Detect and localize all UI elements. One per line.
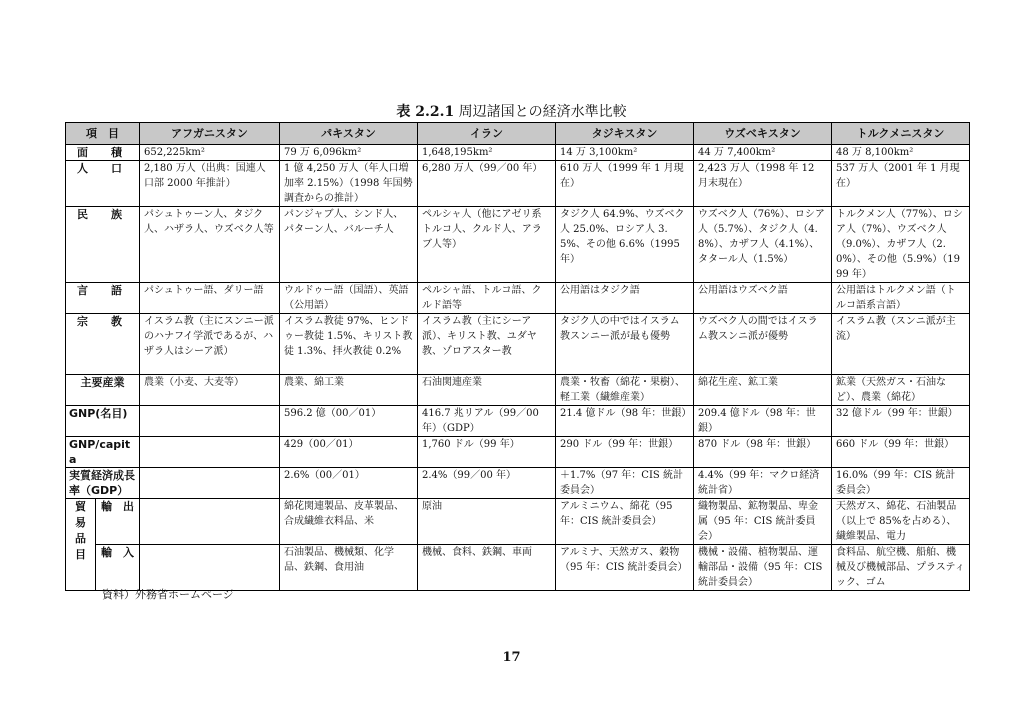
table-cell	[140, 545, 280, 591]
header-country: アフガニスタン	[140, 123, 280, 145]
table-cell: ウルドゥー語（国語）、英語（公用語）	[280, 283, 418, 314]
trade-label-char: 易	[75, 516, 86, 529]
table-cell: タジク人の中ではイスラム教スンニー派が最も優勢	[556, 314, 694, 375]
trade-label-char: 品	[75, 532, 86, 545]
page-number: 17	[502, 650, 521, 665]
trade-label-char: 貿	[75, 500, 86, 513]
header-country: イラン	[418, 123, 556, 145]
table-cell: 48 万 8,100km²	[832, 145, 970, 161]
row-label: 民 族	[66, 207, 140, 283]
table-cell: 天然ガス、綿花、石油製品（以上で 85%を占める）、繊維製品、電力	[832, 499, 970, 545]
header-item: 項 目	[66, 123, 140, 145]
table-cell: 1 億 4,250 万人（年人口増加率 2.15%）（1998 年国勢調査からの推計）	[280, 161, 418, 207]
row-growth-rate	[66, 468, 970, 499]
economic-comparison-table	[65, 122, 970, 591]
table-cell: 21.4 億ドル（98 年：世銀）	[556, 406, 694, 437]
row-label: 輸 入	[96, 545, 140, 591]
table-cell	[140, 406, 280, 437]
table-cell: 機械・設備、植物製品、運輸部品・設備（95 年：CIS 統計委員会）	[694, 545, 832, 591]
table-cell: 44 万 7,400km²	[694, 145, 832, 161]
table-cell: アルミナ、天然ガス、穀物（95 年：CIS 統計委員会）	[556, 545, 694, 591]
table-cell: トルクメン人（77%）、ロシア人（7%）、ウズベク人（9.0%）、カザフ人（2.0%）、その他（5.9%）（1999 年）	[832, 207, 970, 283]
table-cell: 6,280 万人（99／00 年）	[418, 161, 556, 207]
table-cell: 綿花関連製品、皮革製品、合成繊維衣料品、米	[280, 499, 418, 545]
trade-label-char: 目	[75, 548, 86, 561]
table-cell: 公用語はウズベク語	[694, 283, 832, 314]
table-cell: 機械、食料、鉄鋼、車両	[418, 545, 556, 591]
table-cell: 1,760 ドル（99 年）	[418, 437, 556, 468]
source-footnote: 資料）外務省ホームページ	[102, 588, 234, 601]
row-population	[66, 161, 970, 207]
row-label: 主要産業	[66, 375, 140, 406]
table-cell: 2,180 万人（出典：国連人口部 2000 年推計）	[140, 161, 280, 207]
table-cell: ウズベク人の間ではイスラム教スンニ派が優勢	[694, 314, 832, 375]
table-cell: 農業（小麦、大麦等）	[140, 375, 280, 406]
table-caption	[0, 101, 1023, 121]
table-cell: 537 万人（2001 年 1 月現在）	[832, 161, 970, 207]
row-label: 言 語	[66, 283, 140, 314]
table-cell: タジク人 64.9%、ウズベク人 25.0%、ロシア人 3.5%、その他 6.6%（1995 年）	[556, 207, 694, 283]
table-cell: 290 ドル（99 年：世銀）	[556, 437, 694, 468]
row-label: 人 口	[66, 161, 140, 207]
header-country: トルクメニスタン	[832, 123, 970, 145]
table-cell: イスラム教（主にスンニー派のハナフイ学派であるが、ハザラ人はシーア派）	[140, 314, 280, 375]
table-cell: パシュトゥーン人、タジク人、ハザラ人、ウズベク人等	[140, 207, 280, 283]
table-cell: ウズベク人（76%）、ロシア人（5.7%）、タジク人（4.8%）、カザフ人（4.1%）、タタール人（1.5%）	[694, 207, 832, 283]
table-cell: 石油製品、機械類、化学品、鉄鋼、食用油	[280, 545, 418, 591]
table-cell: 綿花生産、鉱工業	[694, 375, 832, 406]
table-cell	[140, 468, 280, 499]
table-cell: 石油関連産業	[418, 375, 556, 406]
table-cell: イスラム教（主にシーア派）、キリスト教、ユダヤ教、ゾロアスター教	[418, 314, 556, 375]
table-cell: 2.4%（99／00 年）	[418, 468, 556, 499]
row-gnp-nominal	[66, 406, 970, 437]
table-cell: パシュトゥー語、ダリー語	[140, 283, 280, 314]
table-cell: イスラム教徒 97%、ヒンドゥー教徒 1.5%、キリスト教徒 1.3%、拝火教徒 0.2%	[280, 314, 418, 375]
table-cell: 4.4%（99 年：マクロ経済統計省）	[694, 468, 832, 499]
table-cell: 652,225km²	[140, 145, 280, 161]
row-area	[66, 145, 970, 161]
row-label: 宗 教	[66, 314, 140, 375]
row-export	[66, 499, 970, 545]
row-language	[66, 283, 970, 314]
table-cell: ペルシャ語、トルコ語、クルド語等	[418, 283, 556, 314]
table-number: 表 2.2.1	[396, 104, 455, 120]
row-religion	[66, 314, 970, 375]
table-title: 周辺諸国との経済水準比較	[458, 104, 627, 120]
table-cell: 32 億ドル（99 年：世銀）	[832, 406, 970, 437]
header-country: タジキスタン	[556, 123, 694, 145]
row-label: 面 積	[66, 145, 140, 161]
row-label: 実質経済成長率（GDP）	[66, 468, 140, 499]
table-cell: 610 万人（1999 年 1 月現在）	[556, 161, 694, 207]
table-cell	[140, 437, 280, 468]
table-cell: 2,423 万人（1998 年 12 月末現在）	[694, 161, 832, 207]
row-label: GNP(名目)	[66, 406, 140, 437]
row-gnp-capita	[66, 437, 970, 468]
table-cell: 2.6%（00／01）	[280, 468, 418, 499]
table-cell: パンジャブ人、シンド人、パターン人、バルーチ人	[280, 207, 418, 283]
row-import	[66, 545, 970, 591]
header-country: ウズベキスタン	[694, 123, 832, 145]
table-cell: 1,648,195km²	[418, 145, 556, 161]
table-cell: 公用語はトルクメン語（トルコ語系言語）	[832, 283, 970, 314]
row-ethnicity	[66, 207, 970, 283]
table-cell	[140, 499, 280, 545]
table-cell: 429（00／01）	[280, 437, 418, 468]
table-cell: 596.2 億（00／01）	[280, 406, 418, 437]
table-cell: 79 万 6,096km²	[280, 145, 418, 161]
table-cell: 原油	[418, 499, 556, 545]
table-cell: 公用語はタジク語	[556, 283, 694, 314]
table-cell: 416.7 兆リアル（99／00 年）（GDP）	[418, 406, 556, 437]
row-label: 輸 出	[96, 499, 140, 545]
table-cell: ペルシャ人（他にアゼリ系トルコ人、クルド人、アラブ人等）	[418, 207, 556, 283]
table-cell: 鉱業（天然ガス・石油など）、農業（綿花）	[832, 375, 970, 406]
table-cell: 農業、綿工業	[280, 375, 418, 406]
table-cell: ＋1.7%（97 年：CIS 統計委員会）	[556, 468, 694, 499]
table-cell: 870 ドル（98 年：世銀）	[694, 437, 832, 468]
table-cell: 農業・牧畜（綿花・果樹）、軽工業（繊維産業）	[556, 375, 694, 406]
table-cell: イスラム教（スンニ派が主流）	[832, 314, 970, 375]
row-label: GNP/capita	[66, 437, 140, 468]
table-cell: 14 万 3,100km²	[556, 145, 694, 161]
header-country: パキスタン	[280, 123, 418, 145]
table-cell: 16.0%（99 年：CIS 統計委員会）	[832, 468, 970, 499]
table-cell: 660 ドル（99 年：世銀）	[832, 437, 970, 468]
table-cell: 織物製品、鉱物製品、卑金属（95 年：CIS 統計委員会）	[694, 499, 832, 545]
table-cell: 食料品、航空機、船舶、機械及び機械部品、プラスティック、ゴム	[832, 545, 970, 591]
header-row	[66, 123, 970, 145]
table-cell: 209.4 億ドル（98 年：世銀）	[694, 406, 832, 437]
trade-items-label	[66, 499, 96, 591]
table-cell: アルミニウム、綿花（95 年：CIS 統計委員会）	[556, 499, 694, 545]
row-industry	[66, 375, 970, 406]
